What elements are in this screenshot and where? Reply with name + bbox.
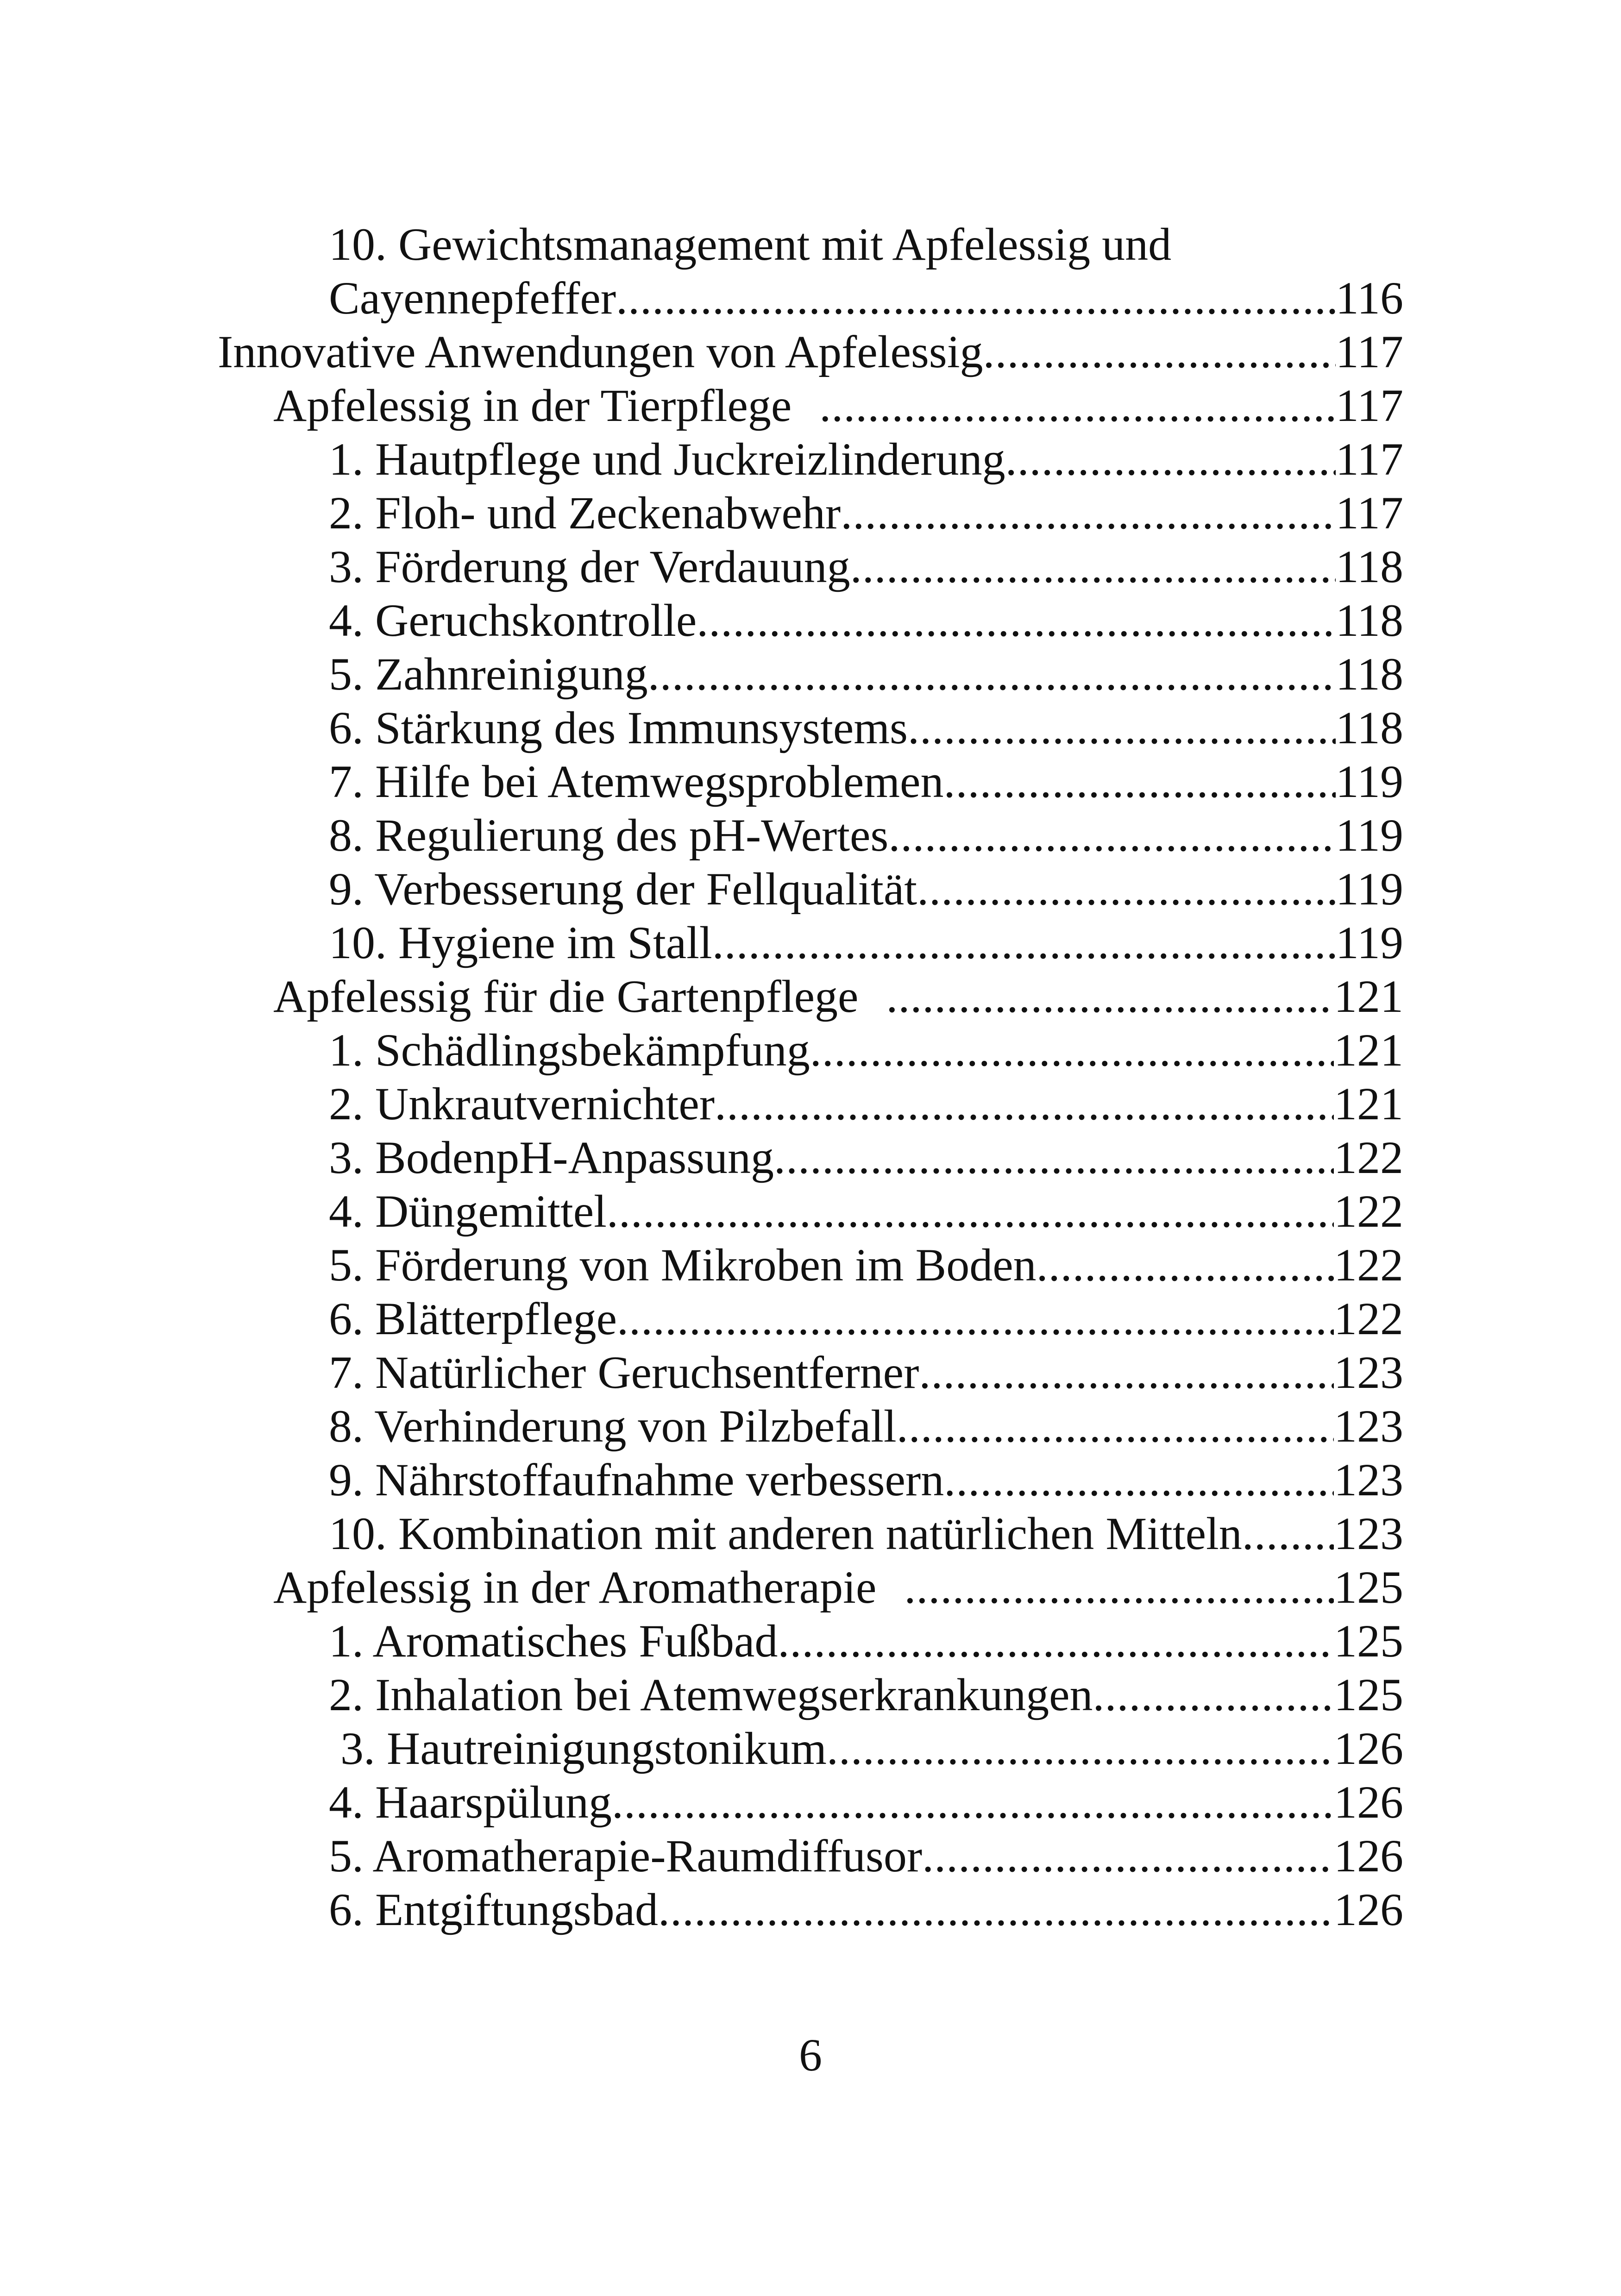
toc-entry-title: Apfelessig für die Gartenpflege bbox=[273, 971, 859, 1022]
dot-leader bbox=[1037, 1238, 1334, 1292]
dot-leader bbox=[1005, 433, 1336, 486]
toc-entry-page: 121 bbox=[1334, 971, 1403, 1022]
toc-entry-title: 1. Schädlingsbekämpfung bbox=[329, 1024, 810, 1076]
toc-entry-title: 2. Unkrautvernichter bbox=[329, 1078, 715, 1129]
toc-entry bbox=[329, 1668, 1403, 1722]
toc-entry-title: Apfelessig in der Tierpflege bbox=[273, 380, 792, 431]
toc-entry-title: 4. Haarspülung bbox=[329, 1776, 612, 1828]
dot-leader bbox=[904, 1561, 1334, 1614]
toc-entry-page: 122 bbox=[1334, 1132, 1403, 1183]
toc-entry-title: Innovative Anwendungen von Apfelessig bbox=[218, 326, 983, 377]
toc-entry bbox=[329, 1077, 1403, 1131]
toc-entry-title: 3. Förderung der Verdauung bbox=[329, 541, 850, 592]
toc-entry bbox=[329, 1883, 1403, 1937]
page-number: 6 bbox=[799, 2029, 822, 2081]
dot-leader bbox=[774, 1131, 1334, 1185]
dot-leader bbox=[715, 1077, 1334, 1131]
toc-entry-title: 1. Aromatisches Fußbad bbox=[329, 1615, 778, 1667]
toc-entry-page: 126 bbox=[1334, 1776, 1403, 1828]
toc-entry-page: 123 bbox=[1334, 1508, 1403, 1559]
toc-entry-title: 10. Hygiene im Stall bbox=[329, 917, 712, 968]
dot-leader bbox=[712, 916, 1336, 970]
dot-leader bbox=[1093, 1668, 1334, 1722]
toc-entry bbox=[329, 1238, 1403, 1292]
toc-entry-page: 117 bbox=[1335, 487, 1403, 539]
toc-entry-title: 8. Regulierung des pH-Wertes bbox=[329, 809, 889, 861]
dot-leader bbox=[908, 701, 1336, 755]
toc-entry-title: 10. Kombination mit anderen natürlichen Mitteln bbox=[329, 1508, 1242, 1559]
dot-leader bbox=[943, 755, 1335, 809]
toc-entry-page: 123 bbox=[1334, 1454, 1403, 1506]
toc-entry-title: 4. Düngemittel bbox=[329, 1186, 607, 1237]
toc-entry-page: 116 bbox=[1335, 272, 1403, 324]
toc-entry-page: 122 bbox=[1334, 1293, 1403, 1344]
toc-entry-page: 119 bbox=[1335, 917, 1403, 968]
toc-entry bbox=[329, 1507, 1403, 1561]
dot-leader bbox=[922, 1829, 1334, 1883]
toc-entry-title: 9. Verbesserung der Fellqualität bbox=[329, 863, 917, 915]
toc-entry-page: 121 bbox=[1334, 1078, 1403, 1129]
toc-entry bbox=[329, 1023, 1403, 1077]
toc-entry bbox=[329, 1292, 1403, 1346]
toc-entry bbox=[329, 1346, 1403, 1399]
toc-entry-page: 119 bbox=[1335, 809, 1403, 861]
dot-leader bbox=[827, 1722, 1334, 1775]
toc-entry-title: 7. Natürlicher Geruchsentferner bbox=[329, 1347, 919, 1398]
toc-entry-page: 123 bbox=[1334, 1400, 1403, 1452]
toc-entry-title: 8. Verhinderung von Pilzbefall bbox=[329, 1400, 897, 1452]
toc-entry bbox=[329, 1131, 1403, 1185]
toc-entry-title: 4. Geruchskontrolle bbox=[329, 595, 697, 646]
toc-entry-title: 3. BodenpH-Anpassung bbox=[329, 1132, 774, 1183]
dot-leader bbox=[778, 1614, 1334, 1668]
toc-entry-page: 119 bbox=[1335, 863, 1403, 915]
toc-entry-page: 118 bbox=[1335, 702, 1403, 753]
toc-entry bbox=[329, 1399, 1403, 1453]
toc-entry bbox=[329, 1775, 1403, 1829]
toc-section-aromatherapie bbox=[273, 1561, 1403, 1614]
toc-entry-title: 6. Stärkung des Immunsystems bbox=[329, 702, 908, 753]
toc-entry bbox=[329, 862, 1403, 916]
toc-entry bbox=[329, 433, 1403, 486]
toc-entry bbox=[329, 916, 1403, 970]
toc-entry bbox=[329, 755, 1403, 809]
toc-entry-page: 126 bbox=[1334, 1884, 1403, 1935]
toc-entry bbox=[329, 486, 1403, 540]
toc-entry-title: 6. Entgiftungsbad bbox=[329, 1884, 659, 1935]
toc-entry bbox=[329, 1614, 1403, 1668]
toc-entry-title: 5. Zahnreinigung bbox=[329, 648, 648, 700]
dot-leader bbox=[819, 379, 1335, 433]
dot-leader bbox=[919, 1346, 1334, 1399]
toc-continuation-line: 10. Gewichtsmanagement mit Apfelessig und bbox=[329, 219, 1172, 270]
toc-entry-page: 118 bbox=[1335, 595, 1403, 646]
toc-entry bbox=[329, 540, 1403, 594]
toc-entry-cayennepfeffer bbox=[329, 271, 1403, 325]
dot-leader bbox=[983, 325, 1336, 379]
toc-entry-title: 2. Floh- und Zeckenabwehr bbox=[329, 487, 841, 539]
toc-entry-page: 117 bbox=[1335, 433, 1403, 485]
toc-entry-page: 119 bbox=[1335, 756, 1403, 807]
toc-entry-page: 125 bbox=[1334, 1615, 1403, 1667]
toc-section-tierpflege bbox=[273, 379, 1403, 433]
dot-leader bbox=[612, 1775, 1334, 1829]
toc-entry-title: 5. Aromatherapie-Raumdiffusor bbox=[329, 1830, 923, 1882]
toc-entry bbox=[329, 1185, 1403, 1238]
toc-entry bbox=[329, 647, 1403, 701]
dot-leader bbox=[648, 647, 1336, 701]
toc-entry-page: 121 bbox=[1334, 1024, 1403, 1076]
dot-leader bbox=[810, 1023, 1334, 1077]
toc-entry-title: 9. Nährstoffaufnahme verbessern bbox=[329, 1454, 944, 1506]
toc-entry-page: 118 bbox=[1335, 648, 1403, 700]
toc-entry bbox=[329, 1453, 1403, 1507]
toc-entry-page: 125 bbox=[1334, 1669, 1403, 1720]
dot-leader bbox=[697, 594, 1335, 647]
toc-entry-title: 5. Förderung von Mikroben im Boden bbox=[329, 1239, 1037, 1291]
toc-entry-title: 7. Hilfe bei Atemwegsproblemen bbox=[329, 756, 944, 807]
toc-entry bbox=[329, 594, 1403, 647]
toc-entry-page: 117 bbox=[1335, 326, 1403, 377]
toc-entry-title: 1. Hautpflege und Juckreizlinderung bbox=[329, 433, 1005, 485]
toc-chapter-innovative-anwendungen bbox=[218, 325, 1403, 379]
dot-leader bbox=[944, 1453, 1334, 1507]
dot-leader bbox=[617, 1292, 1334, 1346]
dot-leader bbox=[616, 271, 1336, 325]
toc-entry-page: 118 bbox=[1335, 541, 1403, 592]
dot-leader bbox=[888, 809, 1335, 862]
toc-entry-page: 126 bbox=[1334, 1723, 1403, 1774]
dot-leader bbox=[658, 1883, 1334, 1937]
toc-entry-title: 3. Hautreinigungstonikum bbox=[340, 1723, 827, 1774]
toc-section-gartenpflege bbox=[273, 970, 1403, 1023]
toc-entry bbox=[340, 1722, 1403, 1775]
toc-entry-page: 123 bbox=[1334, 1347, 1403, 1398]
dot-leader bbox=[917, 862, 1336, 916]
dot-leader bbox=[1242, 1507, 1334, 1561]
toc-entry bbox=[329, 701, 1403, 755]
toc-entry-page: 125 bbox=[1334, 1562, 1403, 1613]
toc-entry bbox=[329, 809, 1403, 862]
toc-entry-title: 6. Blätterpflege bbox=[329, 1293, 617, 1344]
toc-entry bbox=[329, 1829, 1403, 1883]
toc-entry-title: 2. Inhalation bei Atemwegserkrankungen bbox=[329, 1669, 1093, 1720]
dot-leader bbox=[897, 1399, 1334, 1453]
toc-entry-page: 122 bbox=[1334, 1186, 1403, 1237]
dot-leader bbox=[841, 486, 1335, 540]
toc-entry-page: 117 bbox=[1335, 380, 1403, 431]
dot-leader bbox=[607, 1185, 1334, 1238]
toc-entry-page: 126 bbox=[1334, 1830, 1403, 1882]
toc-entry-page: 122 bbox=[1334, 1239, 1403, 1291]
toc-entry-title: Apfelessig in der Aromatherapie bbox=[273, 1562, 877, 1613]
dot-leader bbox=[886, 970, 1334, 1023]
toc-entry-title: Cayennepfeffer bbox=[329, 272, 616, 324]
dot-leader bbox=[850, 540, 1336, 594]
